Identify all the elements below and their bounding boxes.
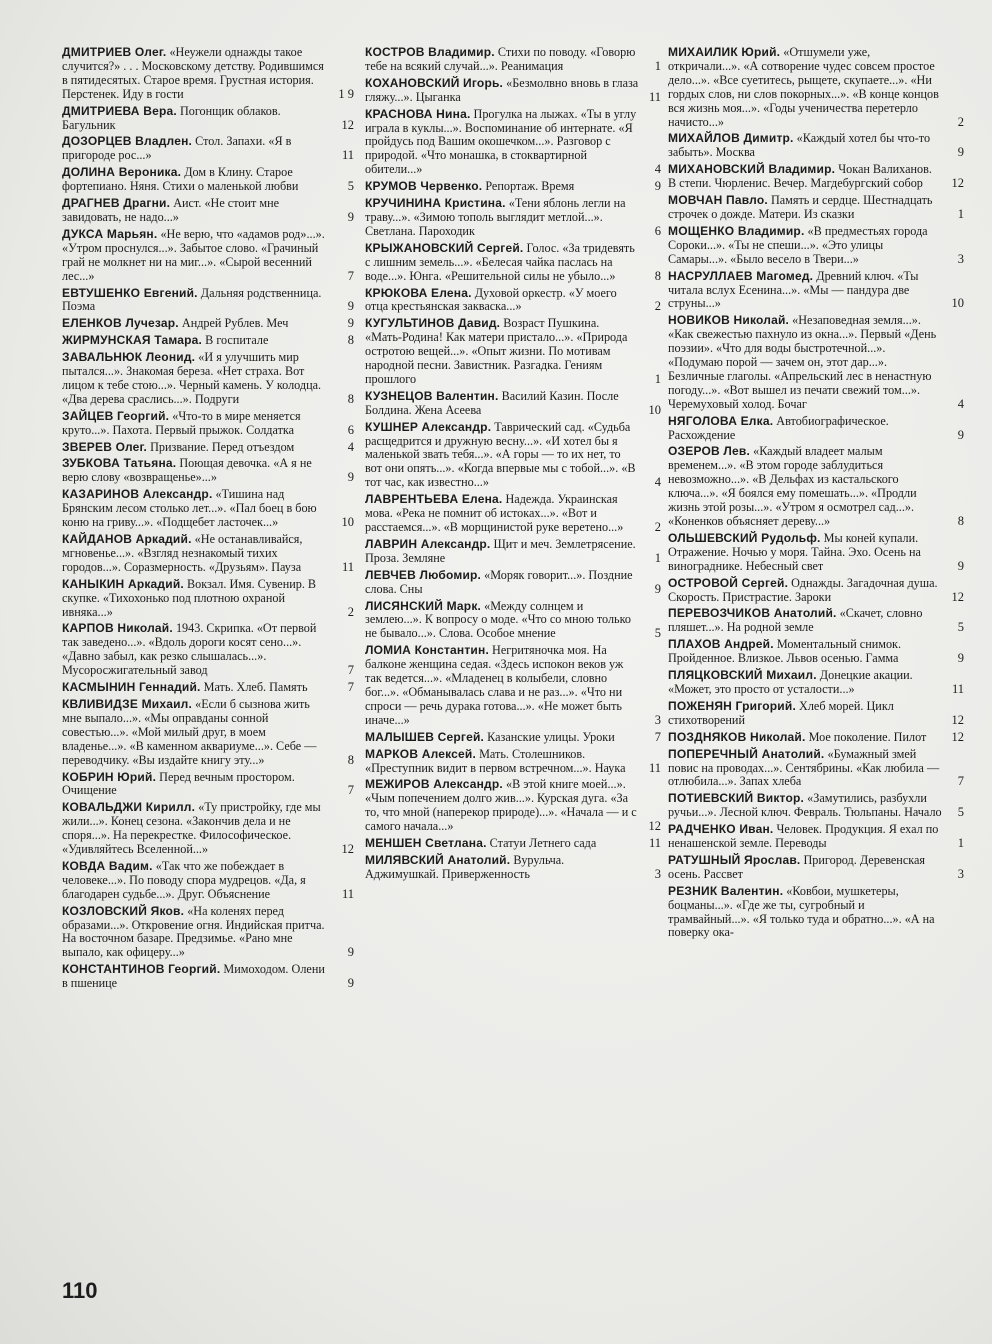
index-column-3 xyxy=(668,46,964,943)
issue-number: 8 xyxy=(347,391,354,406)
issue-number: 7 xyxy=(347,268,354,283)
index-entry xyxy=(365,731,661,745)
works-list: Однажды. Загадочная душа. Скорость. Пристрастие. Зароки xyxy=(668,575,938,604)
author-name: ПЕРЕВОЗЧИКОВ Анатолий. xyxy=(668,606,837,621)
author-name: ДУКСА Марьян. xyxy=(62,226,158,241)
author-name: МЕЖИРОВ Александр. xyxy=(365,777,503,792)
author-name: ЛАВРИН Александр. xyxy=(365,536,491,551)
index-entry xyxy=(365,778,661,834)
issue-number: 1 xyxy=(654,550,661,565)
index-entry xyxy=(365,569,661,597)
issue-number: 1 xyxy=(957,206,964,221)
issue-number: 10 xyxy=(648,402,661,417)
works-list: Вокзал. Имя. Сувенир. В скупке. «Тихохонько под плотною охраной ивняка...» xyxy=(62,576,317,619)
issue-number: 9 xyxy=(654,581,661,596)
works-list: Стихи по поводу. «Говорю тебе на всякий случай...». Реанимация xyxy=(365,45,636,73)
issue-number: 2 xyxy=(654,520,661,534)
issue-number: 1 9 xyxy=(338,86,354,101)
author-name: КРАСНОВА Нина. xyxy=(365,106,471,121)
author-name: ПЛЯЦКОВСКИЙ Михаил. xyxy=(668,668,817,683)
author-name: КРУМОВ Червенко. xyxy=(365,179,483,194)
index-entry xyxy=(62,287,354,315)
works-list: «Не останавливайся, мгновенье...». «Взгляд незнакомый тихих городов...». Соразмерность. «Друзьям». Пауза xyxy=(62,532,303,574)
index-entry xyxy=(62,801,354,857)
author-name: МИХАИЛИК Юрий. xyxy=(668,45,781,59)
works-list: Мать. Хлеб. Память xyxy=(200,680,308,695)
works-list: «Тени яблонь легли на траву...». «Зимою тополь выглядит метлой...». Светлана. Пароходик xyxy=(365,196,626,238)
issue-number: 7 xyxy=(957,774,964,789)
author-name: ЕВТУШЕНКО Евгений. xyxy=(62,285,198,300)
issue-number: 8 xyxy=(654,268,661,283)
author-name: ОСТРОВОЙ Сергей. xyxy=(668,575,789,590)
works-list: Духовой оркестр. «У моего отца крестьянская закваска...» xyxy=(365,285,617,314)
author-name: КУЗНЕЦОВ Валентин. xyxy=(365,388,499,403)
issue-number: 4 xyxy=(654,162,661,177)
author-name: ЖИРМУНСКАЯ Тамара. xyxy=(62,333,203,348)
index-entry xyxy=(668,46,964,129)
works-list: «Тишина над Брянским лесом столько лет...». «Пал боец в бою коню на гриву...». «Подщебет ласточек...» xyxy=(62,487,317,530)
author-name: МОЩЕНКО Владимир. xyxy=(668,223,805,238)
issue-number: 9 xyxy=(957,427,964,442)
works-list: Стол. Запахи. «Я в пригороде рос...» xyxy=(62,134,292,163)
issue-number: 1 xyxy=(957,836,964,851)
author-name: МИХАНОВСКИЙ Владимир. xyxy=(668,162,836,177)
issue-number: 8 xyxy=(347,333,354,348)
issue-number: 9 xyxy=(654,179,661,194)
issue-number: 3 xyxy=(654,712,661,727)
index-entry xyxy=(62,860,354,902)
index-column-2 xyxy=(365,46,661,885)
issue-number: 8 xyxy=(957,514,964,528)
issue-number: 12 xyxy=(648,819,661,834)
works-list: «Ту пристройку, где мы жили...». Конец сезона. «Закончив дела и не споря...». На перекрестке. Философическое. «Удивляйтесь Вселенной...» xyxy=(62,800,321,857)
author-name: ЛИСЯНСКИЙ Марк. xyxy=(365,598,482,613)
works-list: Мимоходом. Олени в пшенице xyxy=(62,962,325,991)
index-entry xyxy=(62,771,354,799)
author-name: МАРКОВ Алексей. xyxy=(365,746,477,761)
issue-number: 11 xyxy=(648,836,661,851)
works-list: Вурульча. Аджимушкай. Приверженность xyxy=(365,852,565,881)
index-entry xyxy=(62,578,354,620)
author-name: КРУЧИНИНА Кристина. xyxy=(365,196,506,211)
works-list: «Незаповедная земля...». «Как свежестью пахнуло из окна...». Первый «День поэзии». «Что для воды быстротечной...». «Подумаю порой — зачем он, этот дар...». Безличные глаголы. «Апрельский лес в ненастную погоду...». «Вот вышел из печати свежий том...». Черемуховый холод. Бочаг xyxy=(668,313,937,411)
author-name: КРЫЖАНОВСКИЙ Сергей. xyxy=(365,240,524,255)
author-name: КОНСТАНТИНОВ Георгий. xyxy=(62,962,221,977)
author-name: ОЛЬШЕВСКИЙ Рудольф. xyxy=(668,530,821,545)
issue-number: 9 xyxy=(957,651,964,666)
issue-number: 12 xyxy=(951,712,964,727)
author-name: ДМИТРИЕВ Олег. xyxy=(62,45,167,59)
works-list: Голос. «За тридевять с лишним земель...». «Белесая чайка паслась на воде...». Юнга. «Решительной силы не убыло...» xyxy=(365,240,635,283)
issue-number: 11 xyxy=(951,681,964,696)
issue-number: 5 xyxy=(654,626,661,641)
index-entry xyxy=(365,644,661,727)
issue-number: 7 xyxy=(347,783,354,798)
issue-number: 12 xyxy=(951,729,964,744)
index-entry xyxy=(365,108,661,178)
index-entry xyxy=(365,317,661,387)
index-entry xyxy=(365,600,661,642)
works-list: «Не верю, что «адамов род»...». «Утром проснулся...». Забытое слово. «Грачиный грай не молкнет ни на миг...». «Сырой весенний лес...» xyxy=(62,226,325,283)
index-entry xyxy=(365,854,661,882)
issue-number: 5 xyxy=(957,620,964,635)
index-entry xyxy=(62,681,354,695)
index-entry xyxy=(62,457,354,485)
author-name: КУШНЕР Александр. xyxy=(365,419,492,434)
works-list: Память и сердце. Шестнадцать строчек о дожде. Матери. Из сказки xyxy=(668,193,933,221)
index-entry xyxy=(62,135,354,163)
author-name: КОСТРОВ Владимир. xyxy=(365,45,495,59)
author-name: ПЛАХОВ Андрей. xyxy=(668,637,774,652)
issue-number: 10 xyxy=(951,296,964,311)
works-list: Пригород. Деревенская осень. Рассвет xyxy=(668,852,925,881)
works-list: «Бумажный змей повис на проводах...». Сентябрины. «Как любила — отлюбила...». Запах хлеба xyxy=(668,746,940,789)
works-list: Негритяночка моя. На балконе женщина седая. «Здесь испокон веков уж так ведется...». «Младенец в колыбели, словно бог...». «Обманывалась слава и не раз...». «Что ни спроси — речь дурака готова...». «Не может быть иначе...» xyxy=(365,643,624,727)
works-list: «В предместьях города Сороки...». «Ты не спеши...». «Это улицы Самары...». «Было весело в Твери...» xyxy=(668,223,928,266)
works-list: Аист. «Не стоит мне завидовать, не надо...» xyxy=(62,196,279,224)
issue-number: 5 xyxy=(957,805,964,820)
issue-number: 6 xyxy=(347,422,354,437)
works-list: «Каждый владеет малым временем...». «В этом городе заблудиться невозможно...». «В Дельфах из кастальского ключа...». «Я боялся ему помешать...». «Продли жизнь этой розы...». «Утром я осмотрел сад...». «Коненков объясняет дереву...» xyxy=(668,444,917,528)
issue-number: 9 xyxy=(957,145,964,160)
works-list: Андрей Рублев. Меч xyxy=(178,316,289,331)
issue-number: 2 xyxy=(957,114,964,129)
author-name: КОЗЛОВСКИЙ Яков. xyxy=(62,903,185,918)
author-name: МОВЧАН Павло. xyxy=(668,193,768,208)
author-name: НОВИКОВ Николай. xyxy=(668,313,790,328)
index-entry xyxy=(62,197,354,225)
works-list: Поющая девочка. «А я не верю слову «возвращенье»...» xyxy=(62,456,312,485)
index-entry xyxy=(668,854,964,882)
index-entry xyxy=(668,163,964,191)
index-entry xyxy=(62,488,354,530)
index-entry xyxy=(668,669,964,697)
author-name: НАСРУЛЛАЕВ Магомед. xyxy=(668,268,814,283)
index-column-1 xyxy=(62,46,354,994)
issue-number: 1 xyxy=(654,371,661,386)
works-list: «Что-то в мире меняется круто...». Пахота. Первый прыжок. Солдатка xyxy=(62,408,301,437)
author-name: ПОПЕРЕЧНЫЙ Анатолий. xyxy=(668,746,825,761)
works-list: «Ковбои, мушкетеры, боцманы...». «Где же ты, сугробный и трамвайный...». «Я только туда и обратно...». «А на поверку ока- xyxy=(668,883,935,940)
index-entry xyxy=(668,700,964,728)
author-name: МЕНШЕН Светлана. xyxy=(365,836,487,851)
index-entry xyxy=(62,622,354,678)
author-name: КОВАЛЬДЖИ Кирилл. xyxy=(62,800,196,815)
works-list: Хлеб морей. Цикл стихотворений xyxy=(668,698,894,727)
works-list: «Неужели однажды такое случится?» . . . Московскому детству. Родившимся в пятидесятых. Старое время. Грустная история. Перстенек. Иду в гости xyxy=(62,45,324,101)
works-list: Казанские улицы. Уроки xyxy=(484,729,615,744)
issue-number: 7 xyxy=(347,680,354,695)
author-name: КАЙДАНОВ Аркадий. xyxy=(62,532,192,546)
index-entry xyxy=(365,287,661,315)
author-name: ЕЛЕНКОВ Лучезар. xyxy=(62,316,179,331)
issue-number: 12 xyxy=(341,842,354,857)
issue-number: 12 xyxy=(951,176,964,191)
issue-number: 11 xyxy=(341,559,354,574)
author-name: ПОЖЕНЯН Григорий. xyxy=(668,698,796,713)
issue-number: 9 xyxy=(347,316,354,331)
author-name: КОХАНОВСКИЙ Игорь. xyxy=(365,75,504,90)
index-entry xyxy=(668,731,964,745)
issue-number: 9 xyxy=(347,945,354,960)
author-name: РАДЧЕНКО Иван. xyxy=(668,822,774,837)
index-entry xyxy=(668,607,964,635)
issue-number: 5 xyxy=(347,179,354,194)
author-name: КРЮКОВА Елена. xyxy=(365,285,472,300)
issue-number: 11 xyxy=(648,89,661,104)
author-name: ДОЛИНА Вероника. xyxy=(62,165,182,180)
index-entry xyxy=(62,228,354,284)
issue-number: 6 xyxy=(654,223,661,238)
author-name: КАСМЫНИН Геннадий. xyxy=(62,680,201,695)
index-entry xyxy=(62,46,354,102)
index-entry xyxy=(62,410,354,438)
index-entry xyxy=(62,533,354,575)
author-name: ЛЕВЧЕВ Любомир. xyxy=(365,567,482,582)
author-name: ЗАЙЦЕВ Георгий. xyxy=(62,408,170,423)
works-list: Щит и меч. Землетрясение. Проза. Земляне xyxy=(365,536,636,565)
index-entry xyxy=(365,180,661,194)
author-name: КАРПОВ Николай. xyxy=(62,621,173,636)
author-name: КВЛИВИДЗЕ Михаил. xyxy=(62,696,193,711)
works-list: Надежда. Украинская мова. «Река не помнит об истоках...». «Вот и расстаемся...». «В морщинистой руке веретено...» xyxy=(365,492,624,534)
index-entry xyxy=(62,441,354,455)
issue-number: 11 xyxy=(648,760,661,775)
author-name: ОЗЕРОВ Лев. xyxy=(668,444,751,459)
author-name: КУГУЛЬТИНОВ Давид. xyxy=(365,316,501,331)
author-name: КОВДА Вадим. xyxy=(62,858,153,873)
index-entry xyxy=(62,351,354,407)
index-entry xyxy=(62,166,354,194)
works-list: «Моряк говорит...». Поздние слова. Сны xyxy=(365,567,633,596)
author-name: ЗВЕРЕВ Олег. xyxy=(62,439,148,454)
index-entry xyxy=(365,493,661,535)
author-name: МИХАЙЛОВ Димитр. xyxy=(668,131,794,146)
author-name: ДОЗОРЦЕВ Владлен. xyxy=(62,134,193,149)
works-list: Древний ключ. «Ты читала вслух Есенина...». «Мы — пандура две струны...» xyxy=(668,268,919,311)
index-entry xyxy=(668,132,964,160)
issue-number: 2 xyxy=(347,604,354,619)
issue-number: 9 xyxy=(347,976,354,991)
works-list: «В этой книге моей...». «Чым попечением долго жив...». Курская дуга. «За то, что мной (наперекор природе)...». «Начала — и с самого начала...» xyxy=(365,777,637,834)
author-name: ПОТИЕВСКИЙ Виктор. xyxy=(668,791,805,806)
author-name: ЛАВРЕНТЬЕВА Елена. xyxy=(365,492,503,507)
works-list: «Безмолвно вновь в глаза гляжу...». Цыганка xyxy=(365,75,639,104)
issue-number: 1 xyxy=(654,58,661,73)
works-list: «Отшумели уже, откричали...». «А сотворение чудес совсем простое дело...». «Все суетитесь, рыщете, скупаете...». «Ни гордых слов, ни слов покорных...». «В конце концов вся жизнь моя...». «Годы ученичества перетерло начисто...» xyxy=(668,45,939,129)
issue-number: 10 xyxy=(341,515,354,530)
index-entry xyxy=(62,905,354,961)
works-list: «И я улучшить мир пытался...». Знакомая береза. «Нет страха. Вот лицом к тебе стою...». Черный камень. У колодца. «Два дерева сраслись...». Подруги xyxy=(62,350,322,406)
index-entry xyxy=(62,698,354,768)
index-entry xyxy=(365,197,661,239)
index-entry xyxy=(668,532,964,574)
works-list: Мое поколение. Пилот xyxy=(805,729,927,744)
index-entry xyxy=(365,390,661,418)
author-name: КАЗАРИНОВ Александр. xyxy=(62,487,213,502)
issue-number: 7 xyxy=(654,729,661,744)
page-number: 110 xyxy=(62,1278,98,1303)
author-name: РАТУШНЫЙ Ярослав. xyxy=(668,852,801,867)
index-entry xyxy=(62,334,354,348)
issue-number: 12 xyxy=(951,589,964,604)
works-list: Призвание. Перед отъездом xyxy=(147,439,295,454)
index-entry xyxy=(668,314,964,411)
works-list: Погонщик облаков. Багульник xyxy=(62,103,281,132)
works-list: Статуи Летнего сада xyxy=(486,836,597,851)
works-list: Мы коней купали. Отражение. Ночью у моря. Тайна. Эхо. Осень на винограднике. Небесный свет xyxy=(668,530,921,573)
works-list: Репортаж. Время xyxy=(482,179,575,194)
works-list: Чокан Валиханов. В степи. Чюрленис. Вечер. Магдебургский собор xyxy=(668,162,932,191)
author-name: МИЛЯВСКИЙ Анатолий. xyxy=(365,852,511,867)
index-entry xyxy=(365,242,661,284)
index-entry xyxy=(62,317,354,331)
index-entry xyxy=(668,823,964,851)
issue-number: 4 xyxy=(957,396,964,411)
index-entry xyxy=(62,105,354,133)
index-entry xyxy=(365,77,661,105)
author-name: КАНЫКИН Аркадий. xyxy=(62,576,184,591)
author-name: ПОЗДНЯКОВ Николай. xyxy=(668,729,806,744)
works-list: «Если б сызнова жить мне выпало...». «Мы оправданы сонной совестью...». «Мой милый друг, в моем владенье...». «В каменном аквариуме...». Себе — переводчику. «Вы издайте книгу эту...» xyxy=(62,696,317,767)
works-list: В госпитале xyxy=(202,333,269,348)
index-entry xyxy=(668,270,964,312)
index-entry xyxy=(668,445,964,528)
works-list: «Замутились, разбухли ручьи...». Лесной ключ. Февраль. Тюльпаны. Начало xyxy=(668,791,942,820)
issue-number: 8 xyxy=(347,752,354,767)
author-name: КОБРИН Юрий. xyxy=(62,769,157,784)
issue-number: 12 xyxy=(341,117,354,132)
author-name: ЗАВАЛЬНЮК Леонид. xyxy=(62,350,196,365)
works-list: Донецкие акации. «Может, это просто от усталости...» xyxy=(668,668,913,696)
index-entry xyxy=(668,194,964,222)
works-list: Автобиографическое. Расхождение xyxy=(668,413,889,442)
works-list: «Между солнцем и землею...». К вопросу о моде. «Что со мною только не бывало...». Слова. Особое мнение xyxy=(365,598,631,641)
works-list: Мать. Столешников. «Преступник видит в первом встречном...». Наука xyxy=(365,746,626,775)
works-list: «На коленях перед образами...». Откровение огня. Индийская притча. На восточном базаре. Предзимье. «Рано мне выпало, как офицеру...» xyxy=(62,903,325,960)
author-name: МАЛЫШЕВ Сергей. xyxy=(365,729,485,744)
author-name: РЕЗНИК Валентин. xyxy=(668,883,784,898)
issue-number: 11 xyxy=(341,886,354,901)
works-list: «Скачет, словно пляшет...». На родной земле xyxy=(668,606,923,635)
issue-number: 2 xyxy=(654,299,661,314)
author-name: ДМИТРИЕВА Вера. xyxy=(62,103,177,118)
index-entry xyxy=(365,748,661,776)
author-name: НЯГОЛОВА Елка. xyxy=(668,413,774,428)
works-list: Возраст Пушкина. «Мать-Родина! Как матери пристало...». «Природа остротою вещей...». «Опыт жизни. По мотивам народной песни. Завистник. Разгадка. Гениям прошлого xyxy=(365,316,628,386)
issue-number: 4 xyxy=(654,475,661,490)
author-name: ЛОМИА Константин. xyxy=(365,643,489,658)
index-entry xyxy=(365,46,661,74)
index-entry xyxy=(365,421,661,491)
issue-number: 9 xyxy=(347,470,354,485)
issue-number: 3 xyxy=(957,251,964,266)
works-list: 1943. Скрипка. «От первой так заведено...». «Вдоль дороги косят сено...». «Давно забыл, как резко слышалась...». Мусоросжигательный завод xyxy=(62,621,317,678)
author-name: ЗУБКОВА Татьяна. xyxy=(62,456,177,471)
issue-number: 4 xyxy=(347,439,354,454)
index-entry xyxy=(668,885,964,941)
works-list: Человек. Продукция. Я ехал по ненашенской земле. Переводы xyxy=(668,822,939,851)
works-list: Таврический сад. «Судьба расщедрится и дружную весну...». «И хотел бы я маленькой звать тебя...». «А горы — то их нет, то вот они опять...». «Когда впервые мы с тобой...». «В тот час, как известно...» xyxy=(365,419,636,490)
index-entry xyxy=(62,963,354,991)
index-entry xyxy=(668,792,964,820)
issue-number: 9 xyxy=(347,299,354,314)
works-list: Моментальный снимок. Пройденное. Влизкое. Львов осенью. Гамма xyxy=(668,637,902,666)
issue-number: 11 xyxy=(341,148,354,163)
issue-number: 3 xyxy=(654,866,661,881)
index-entry xyxy=(668,638,964,666)
issue-number: 9 xyxy=(957,558,964,573)
index-entry xyxy=(668,225,964,267)
issue-number: 3 xyxy=(957,866,964,881)
works-list: Дом в Клину. Старое фортепиано. Няня. Стихи о маленькой любви xyxy=(62,165,299,194)
author-name: ДРАГНЕВ Драгни. xyxy=(62,196,171,211)
works-list: Перед вечным простором. Очищение xyxy=(62,769,295,798)
index-entry xyxy=(668,748,964,790)
index-entry xyxy=(365,538,661,566)
issue-number: 7 xyxy=(347,663,354,678)
works-list: «Каждый хотел бы что-то забыть». Москва xyxy=(668,131,931,160)
works-list: Василий Казин. После Болдина. Жена Асеева xyxy=(365,388,619,417)
works-list: Прогулка на лыжах. «Ты в углу играла в куклы...». Воспоминание об интернате. «Я пройдусь под Вашим окошечком...». Разговор с природой. «Что монашка, в стоквартирной обители...» xyxy=(365,106,637,177)
issue-number: 9 xyxy=(347,209,354,224)
index-entry xyxy=(365,837,661,851)
index-entry xyxy=(668,577,964,605)
works-list: «Так что же побеждает в человеке...». По поводу спора мудрецов. «Да, я благодарен судьбе...». Друг. Объяснение xyxy=(62,858,306,901)
works-list: Дальняя родственница. Поэма xyxy=(62,285,322,314)
index-entry xyxy=(668,415,964,443)
